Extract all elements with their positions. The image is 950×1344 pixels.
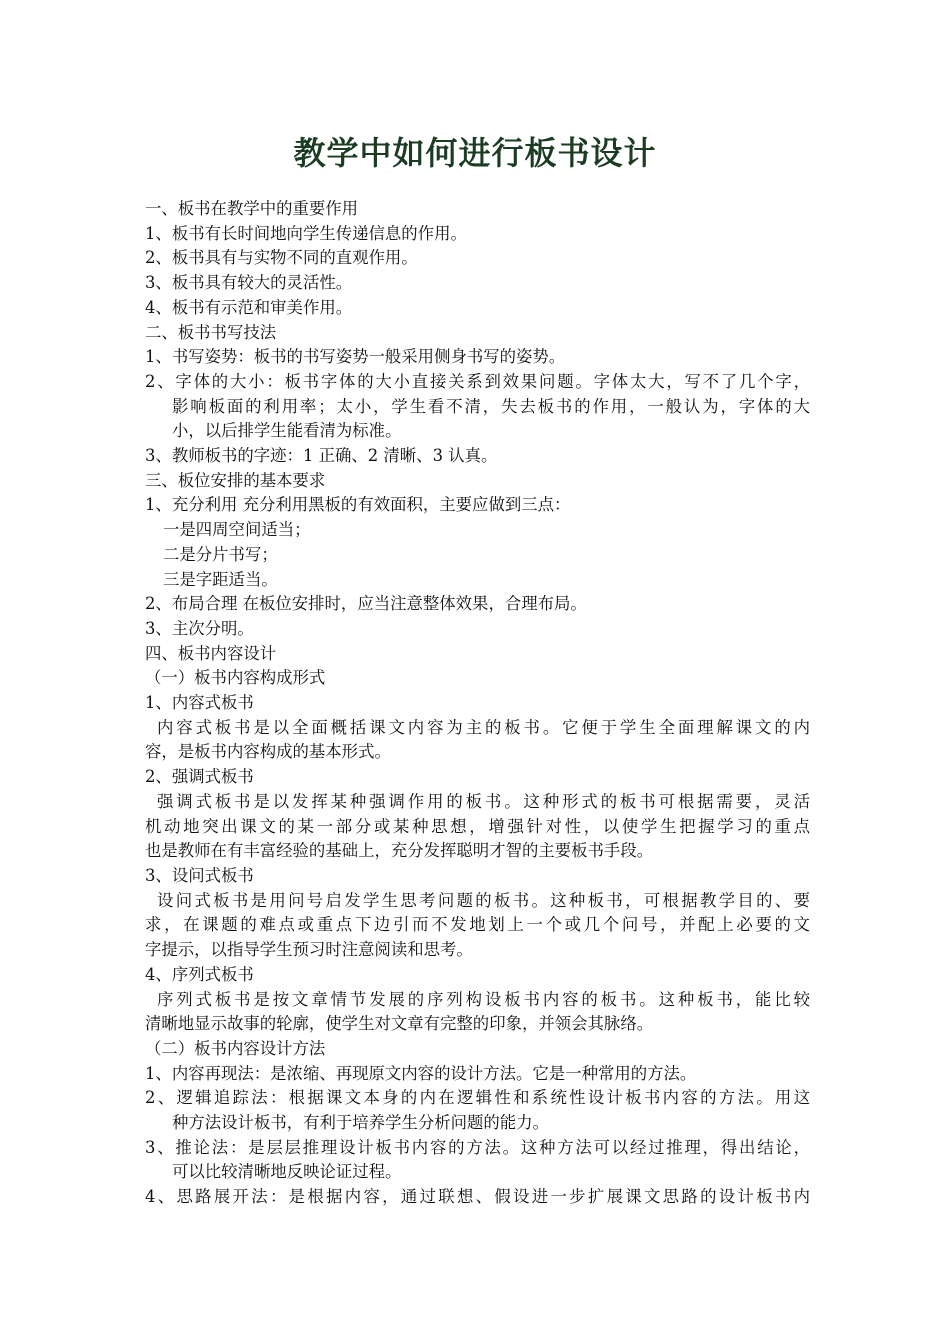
paragraph-line: 内容式板书是以全面概括课文内容为主的板书。它便于学生全面理解课文的内 (157, 717, 810, 737)
paragraph-line: 3、教师板书的字迹：1 正确、2 清晰、3 认真。 (145, 446, 498, 466)
section-heading: 三、板位安排的基本要求 (145, 470, 326, 490)
paragraph-line: 种方法设计板书，有利于培养学生分析问题的能力。 (172, 1113, 549, 1133)
paragraph-line: 2、逻辑追踪法：根据课文本身的内在逻辑性和系统性设计板书内容的方法。用这 (145, 1088, 810, 1108)
paragraph-line: 小，以后排学生能看清为标准。 (172, 421, 402, 441)
paragraph-line: 求，在课题的难点或重点下边引而不发地划上一个或几个问号，并配上必要的文 (145, 915, 810, 935)
paragraph-line: 三是字距适当。 (163, 569, 278, 589)
paragraph-line: 1、内容式板书 (145, 693, 254, 713)
section-heading: 一、板书在教学中的重要作用 (145, 199, 359, 218)
paragraph-line: 设问式板书是用问号启发学生思考问题的板书。这种板书，可根据教学目的、要 (157, 890, 810, 910)
paragraph-line: 清晰地显示故事的轮廓，使学生对文章有完整的印象，并领会其脉络。 (145, 1014, 654, 1034)
paragraph-line: 也是教师在有丰富经验的基础上，充分发挥聪明才智的主要板书手段。 (145, 841, 654, 861)
paragraph-line: 强调式板书是以发挥某种强调作用的板书。这种形式的板书可根据需要，灵活 (157, 791, 810, 811)
paragraph-line: 1、内容再现法：是浓缩、再现原文内容的设计方法。它是一种常用的方法。 (145, 1063, 697, 1083)
document-body (145, 197, 810, 1210)
paragraph-line: 2、强调式板书 (145, 767, 254, 787)
paragraph-line: 字提示，以指导学生预习时注意阅读和思考。 (145, 940, 473, 960)
subsection-heading: （二）板书内容设计方法 (145, 1038, 326, 1058)
paragraph-line: 4、序列式板书 (145, 964, 254, 984)
paragraph-line: 2、板书具有与实物不同的直观作用。 (145, 248, 418, 268)
paragraph-line: 3、板书具有较大的灵活性。 (145, 273, 353, 293)
paragraph-line: 1、书写姿势：板书的书写姿势一般采用侧身书写的姿势。 (145, 347, 566, 367)
paragraph-line: 影响板面的利用率；太小，学生看不清，失去板书的作用，一般认为，字体的大 (172, 396, 810, 416)
section-heading: 四、板书内容设计 (145, 643, 277, 663)
paragraph-line: 二是分片书写； (163, 544, 278, 564)
paragraph-line: 可以比较清晰地反映论证过程。 (172, 1162, 402, 1182)
paragraph-line: 一是四周空间适当； (163, 520, 311, 540)
paragraph-line: 1、板书有长时间地向学生传递信息的作用。 (145, 223, 467, 243)
paragraph-line: 容，是板书内容构成的基本形式。 (145, 742, 391, 762)
paragraph-line: 4、思路展开法：是根据内容，通过联想、假设进一步扩展课文思路的设计板书内 (145, 1187, 810, 1207)
paragraph-line: 2、布局合理 在板位安排时，应当注意整体效果，合理布局。 (145, 594, 587, 614)
document-title: 教学中如何进行板书设计 (293, 134, 657, 172)
paragraph-line: 2、字体的大小：板书字体的大小直接关系到效果问题。字体太大，写不了几个字， (145, 371, 810, 391)
paragraph-line: 3、推论法：是层层推理设计板书内容的方法。这种方法可以经过推理，得出结论， (145, 1137, 810, 1157)
paragraph-line: 4、板书有示范和审美作用。 (145, 297, 353, 317)
paragraph-line: 3、设问式板书 (145, 865, 254, 885)
paragraph-line: 机动地突出课文的某一部分或某种思想，增强针对性，以使学生把握学习的重点 (145, 816, 810, 836)
paragraph-line: 3、主次分明。 (145, 618, 254, 638)
section-heading: 二、板书书写技法 (145, 322, 277, 342)
paragraph-line: 1、充分利用 充分利用黑板的有效面积，主要应做到三点： (145, 495, 571, 515)
paragraph-line: 序列式板书是按文章情节发展的序列构设板书内容的板书。这种板书，能比较 (157, 989, 810, 1009)
subsection-heading: （一）板书内容构成形式 (145, 668, 326, 688)
